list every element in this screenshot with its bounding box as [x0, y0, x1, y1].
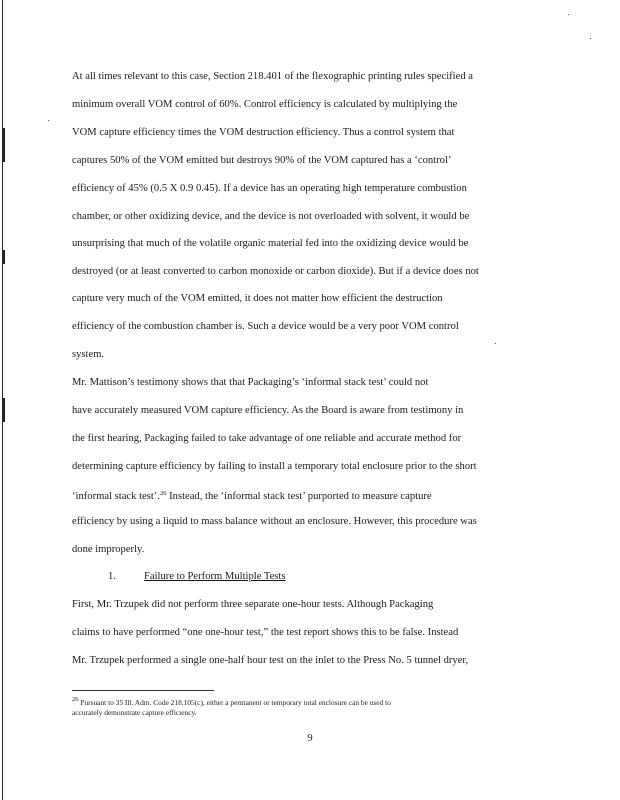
text-line: have accurately measured VOM capture efficiency. As the Board is aware from testimony in	[72, 405, 464, 416]
text-line: efficiency of 45% (0.5 X 0.9 0.45). If a device has an operating high temperature combustion	[72, 183, 467, 194]
text-line-part: Instead, the ‘informal stack test’ purported to measure capture	[166, 491, 432, 502]
footnote-marker: 26	[72, 696, 79, 703]
text-line: At all times relevant to this case, Section 218.401 of the flexographic printing rules specified a	[72, 71, 473, 82]
text-line: unsurprising that much of the volatile organic material fed into the oxidizing device would be	[72, 238, 469, 249]
page-number: 9	[307, 733, 313, 744]
section-heading	[108, 570, 285, 584]
text-line-with-footnote	[72, 487, 432, 504]
text-line: capture very much of the VOM emitted, it does not matter how efficient the destruction	[72, 293, 443, 304]
text-line-part: ‘informal stack test’.	[72, 491, 160, 502]
scan-speck	[590, 38, 591, 39]
scan-edge-mark	[3, 398, 5, 422]
footnote-line: accurately demonstrate capture efficiency.	[72, 708, 197, 717]
text-line: First, Mr. Trzupek did not perform three separate one-hour tests. Although Packaging	[72, 599, 434, 610]
text-line: done improperly.	[72, 544, 145, 555]
text-line: efficiency by using a liquid to mass balance without an enclosure. However, this procedure was	[72, 516, 477, 527]
text-line: Mr. Mattison’s testimony shows that that Packaging’s ‘informal stack test’ could not	[72, 377, 429, 388]
footnote-text: Pursuant to 35 Ill. Adm. Code 218.105(c), either a permanent or temporary total enclosure can be used to	[78, 698, 391, 707]
scan-edge-mark	[3, 128, 5, 162]
text-line: VOM capture efficiency times the VOM destruction efficiency. Thus a control system that	[72, 127, 455, 138]
scan-speck	[495, 343, 496, 344]
text-line: the first hearing, Packaging failed to take advantage of one reliable and accurate method for	[72, 433, 462, 444]
text-line: claims to have performed “one one-hour test,” the test report shows this to be false. Instead	[72, 627, 459, 638]
text-line: destroyed (or at least converted to carbon monoxide or carbon dioxide). But if a device does not	[72, 266, 479, 277]
text-line: chamber, or other oxidizing device, and the device is not overloaded with solvent, it would be	[72, 211, 470, 222]
section-number: 1.	[108, 571, 116, 582]
text-line: determining capture efficiency by failing to install a temporary total enclosure prior to the short	[72, 461, 477, 472]
footnote-separator	[72, 690, 214, 691]
text-line: minimum overall VOM control of 60%. Control efficiency is calculated by multiplying the	[72, 99, 458, 110]
text-line: Mr. Trzupek performed a single one-half hour test on the inlet to the Press No. 5 tunnel dryer,	[72, 655, 469, 666]
text-line: captures 50% of the VOM emitted but destroys 90% of the VOM captured has a ‘control’	[72, 155, 452, 166]
section-title: Failure to Perform Multiple Tests	[144, 571, 286, 582]
scan-speck	[48, 120, 49, 121]
text-line: system.	[72, 349, 105, 360]
scan-edge-mark	[3, 250, 5, 264]
footnote-reference[interactable]: 26	[159, 490, 167, 497]
text-line: efficiency of the combustion chamber is. Such a device would be a very poor VOM control	[72, 321, 459, 332]
footnote	[72, 695, 391, 718]
footnote-line	[72, 695, 391, 708]
scan-speck	[568, 14, 569, 15]
